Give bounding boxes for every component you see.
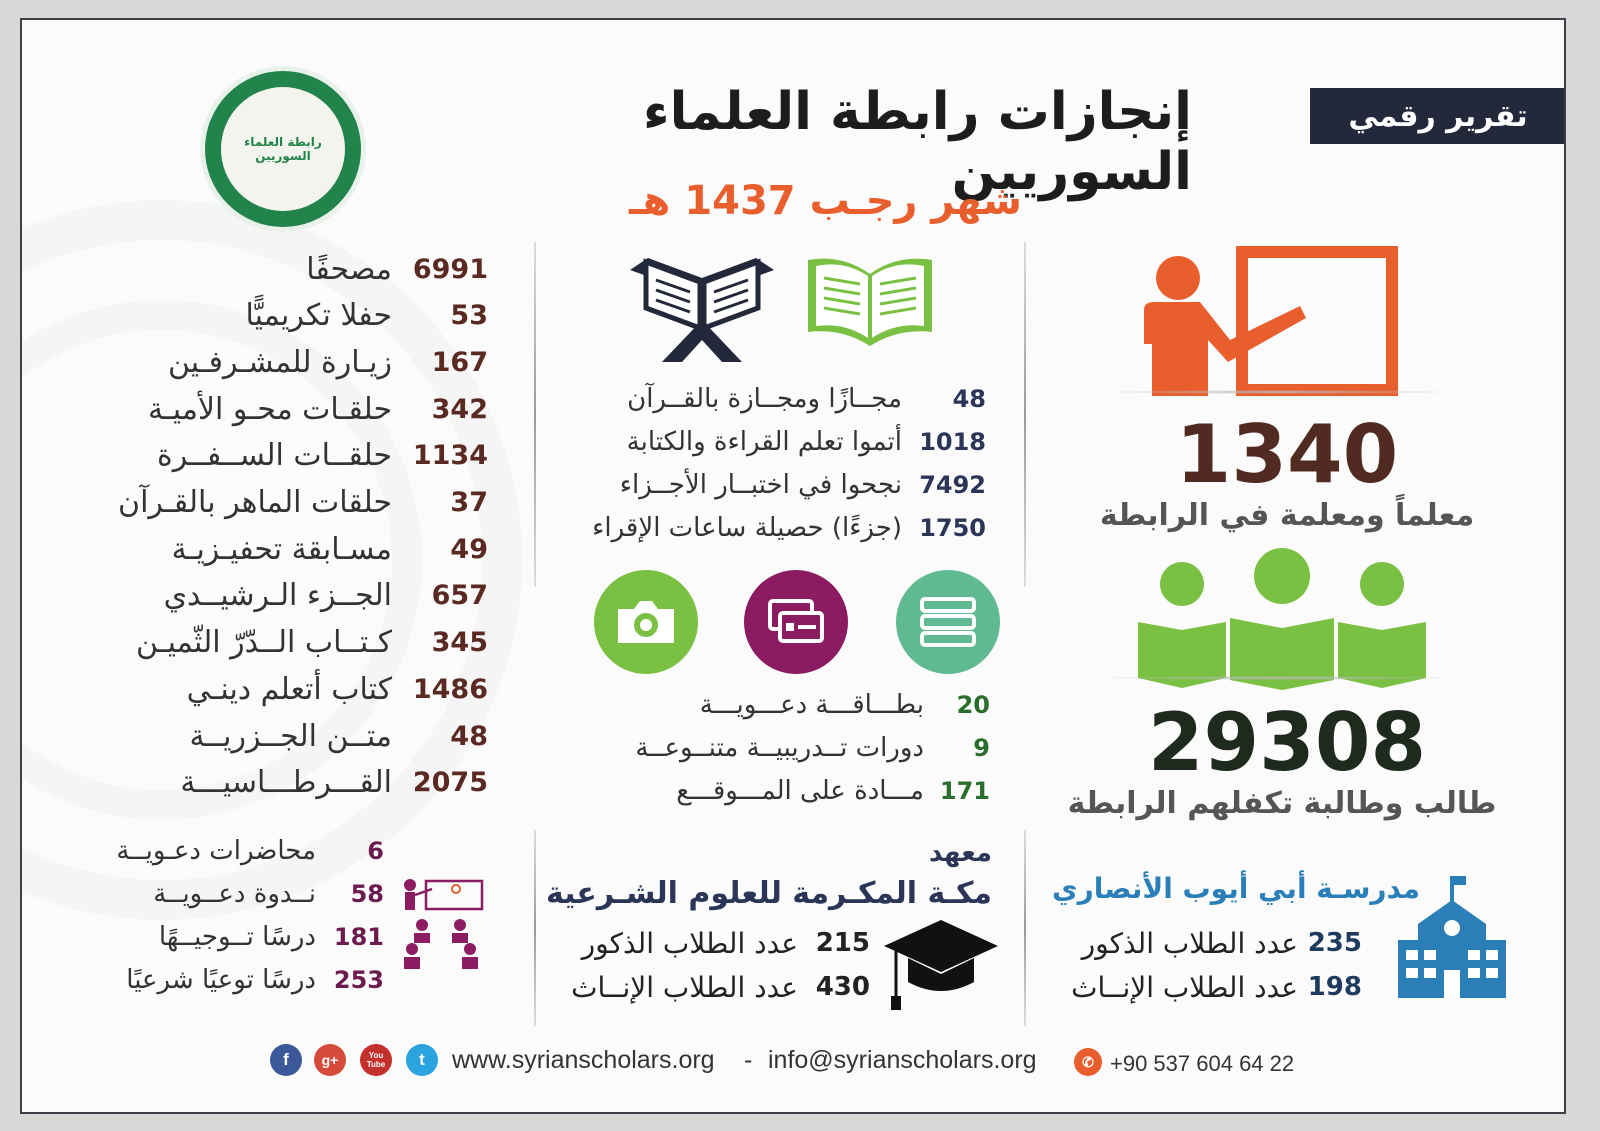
open-book-icon [802,250,938,350]
email-link[interactable]: info@syrianscholars.org [768,1045,1037,1074]
youtube-icon[interactable]: You Tube [360,1044,392,1076]
students-count: 29308 [1147,696,1427,789]
institute-name: مكـة المكـرمة للعلوم الشـرعية [545,876,992,911]
quran-stat-row-value: 7492 [919,471,986,499]
quran-stat-row [574,464,994,506]
divider-left [534,830,536,1026]
left-stat-row [92,295,492,337]
quran-stat-row-label: مجــازًا ومجــازة بالقــرآن [627,384,902,414]
lecture-stat-row [88,830,388,872]
quran-stat-row [574,378,994,420]
left-stat-row-label: القـــرطـــاسيـــة [180,765,392,801]
left-stat-row-value: 342 [431,393,488,425]
left-stat-row [92,575,492,617]
left-stat-row-value: 167 [431,346,488,378]
institute-label: معهد [929,838,992,868]
quran-stat-row [574,421,994,463]
infographic-frame [20,18,1566,1114]
left-stat-row-label: حفلا تكريميًّا [245,298,392,334]
media-stat-row-label: بطـــاقـــة دعـــويـــة [699,690,924,720]
media-stat-row-value: 20 [956,691,990,719]
graduation-cap-icon [880,916,1002,1016]
quran-stat-row-label: (جزءًا) حصيلة ساعات الإقراء [592,513,902,543]
school-stat-row-label: عدد الطلاب الذكور [1081,926,1298,960]
left-stat-row-label: الجــزء الـرشيــدي [163,578,392,614]
left-stat-row-value: 48 [450,720,488,752]
teacher-board-icon [1130,244,1420,404]
school-name: مدرسـة أبي أيوب الأنصاري [1051,872,1420,905]
quran-stat-row-value: 48 [952,385,986,413]
divider-right [1024,830,1026,1026]
lecture-stat-row [88,916,388,958]
left-stat-row-label: حلقـات محـو الأميـة [147,391,392,427]
phone-icon: ✆ [1074,1048,1102,1076]
classroom-icon [400,875,500,975]
left-stat-row-label: متــن الجــزريــة [189,718,392,754]
lecture-stat-row-value: 6 [367,837,384,865]
media-stat-row-label: مـــادة على المـــوقـــع [676,776,924,806]
organization-logo [200,66,366,232]
left-stat-row-label: حلقــات الســفــرة [157,438,392,474]
school-stat-row-value: 235 [1307,928,1362,958]
card-icon [744,570,848,674]
left-stat-row [92,528,492,570]
left-stat-row-value: 53 [450,300,488,332]
lecture-stat-row-value: 253 [333,966,384,994]
left-stat-row [92,715,492,757]
lecture-stat-row [88,873,388,915]
school-stat-row [1062,966,1372,1008]
left-stat-row-label: زيـارة للمشـرفـين [167,344,392,380]
phone-number: +90 537 604 64 22 [1110,1051,1295,1076]
lecture-stat-row-value: 181 [333,923,384,951]
media-stat-row-value: 171 [939,777,990,805]
left-stat-row-value: 1486 [412,673,488,705]
school-stat-row-value: 198 [1307,972,1362,1002]
lecture-stat-row-label: نــدوة دعــويــة [153,879,316,909]
school-stat-row-label: عدد الطلاب الإنــاث [1071,970,1298,1004]
left-stat-row-value: 1134 [412,440,488,472]
media-stat-row-value: 9 [973,734,990,762]
twitter-icon[interactable]: t [406,1044,438,1076]
teachers-count: 1340 [1175,408,1399,501]
left-stat-row-value: 657 [431,580,488,612]
media-stat-row [588,684,998,726]
left-stat-row-value: 37 [450,487,488,518]
students-reading-icon [1134,548,1430,690]
institute-stat-row-label: عدد الطلاب الإنــاث [571,970,798,1004]
left-stat-row-value: 6991 [412,253,488,285]
logo-text: رابطة العلماء السوريين [221,87,345,211]
left-stat-row-label: كـتــاب الــدّرّ الثّميـن [136,625,392,661]
teachers-label: معلماً ومعلمة في الرابطة [1099,498,1475,533]
institute-stat-row-value: 430 [815,972,870,1002]
page-title: إنجازات رابطة العلماء السوريين [643,82,1192,202]
school-stat-row [1062,922,1372,964]
lecture-stat-row-label: محاضرات دعـويــة [116,836,316,866]
divider-shadow [1092,676,1462,680]
left-stat-row [92,622,492,664]
left-stat-row [92,482,492,524]
school-building-icon [1394,874,1510,1002]
divider-left [534,242,536,587]
left-stat-row [92,388,492,430]
institute-stat-row-value: 215 [815,928,870,958]
camera-icon [594,570,698,674]
quran-stat-row [574,507,994,549]
institute-stat-row-label: عدد الطلاب الذكور [581,926,798,960]
quran-stat-row-label: أتموا تعلم القراءة والكتابة [626,427,902,457]
report-tag: تقرير رقمي [1310,88,1566,144]
divider-shadow [1092,390,1462,394]
quran-stat-row-value: 1018 [919,428,986,456]
left-stat-row [92,762,492,804]
website-link[interactable]: www.syrianscholars.org [452,1045,715,1074]
google-plus-icon[interactable]: g+ [314,1044,346,1076]
left-stat-row-value: 345 [431,627,488,659]
facebook-icon[interactable]: f [270,1044,302,1076]
students-label: طالب وطالبة تكفلهم الرابطة [1067,786,1497,821]
left-stat-row-value: 2075 [412,767,488,799]
left-stat-row [92,248,492,290]
lecture-stat-row-value: 58 [350,880,384,908]
left-stat-row [92,341,492,383]
institute-stat-row [558,922,878,964]
left-stat-row-value: 49 [450,533,488,565]
left-stat-row-label: حلقات الماهر بالقـرآن [118,485,392,520]
lecture-stat-row-label: درسًا توعيًا شرعيًا [126,965,316,995]
left-stat-row [92,668,492,710]
page-subtitle: شهر رجـب 1437 هـ [628,178,1022,224]
media-stat-row-label: دورات تــدريبيــة متنــوعــة [635,733,924,763]
left-stat-row-label: مصحفًا [306,251,392,287]
quran-stand-icon [622,252,782,368]
left-stat-row-label: كتاب أتعلم دينـي [186,671,392,707]
quran-stat-row-value: 1750 [919,514,986,542]
media-stat-row [588,727,998,769]
lecture-stat-row [88,959,388,1001]
divider-right [1024,242,1026,587]
media-stat-row [588,770,998,812]
contact-separator: - [744,1045,753,1074]
quran-stat-row-label: نجحوا في اختبــار الأجــزاء [619,470,902,500]
left-stat-row [92,435,492,477]
stack-of-books-icon [896,570,1000,674]
institute-stat-row [558,966,878,1008]
left-stat-row-label: مسـابقة تحفيـزيـة [171,531,392,567]
lecture-stat-row-label: درسًا تــوجيــهًا [158,922,316,952]
